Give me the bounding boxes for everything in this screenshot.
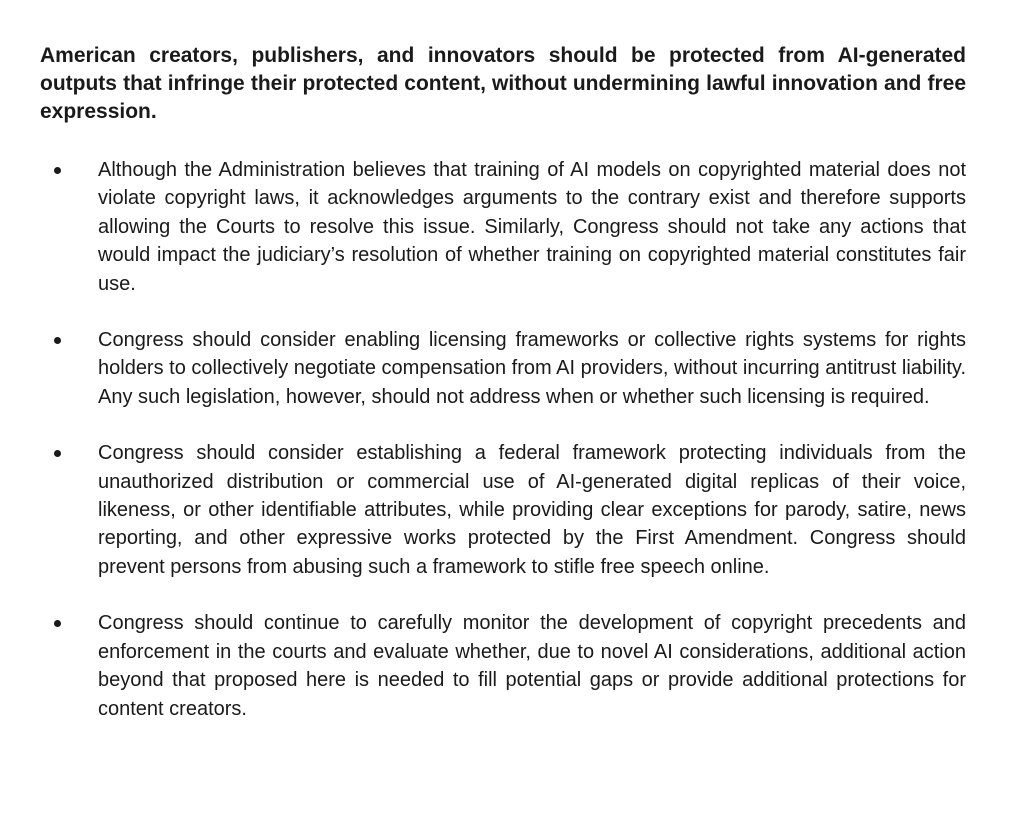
bullet-dot-icon	[54, 450, 61, 457]
bullet-text: Congress should continue to carefully monitor the development of copyright precedents and enforcement in the courts and evaluate whether, due to novel AI considerations, additional action beyond that proposed here is needed to fill potential gaps or provide additional protections for content creators.	[98, 612, 966, 720]
section-heading: American creators, publishers, and innovators should be protected from AI-generated outputs that infringe their protected content, without undermining lawful innovation and free expression.	[40, 44, 966, 123]
bullet-text: Although the Administration believes that training of AI models on copyrighted material does not violate copyright laws, it acknowledges arguments to the contrary exist and therefore supports allowing the Courts to resolve this issue. Similarly, Congress should not take any actions that would impact the judiciary’s resolution of whether training on copyrighted material constitutes fair use.	[98, 159, 966, 295]
bullet-list	[40, 156, 966, 723]
bullet-text: Congress should consider establishing a federal framework protecting individuals from the unauthorized distribution or commercial use of AI-generated digital replicas of their voice, likeness, or other identifiable attributes, while providing clear exceptions for parody, satire, news reporting, and other expressive works protected by the First Amendment. Congress should prevent persons from abusing such a framework to stifle free speech online.	[98, 442, 966, 578]
bullet-item-training-fair-use	[40, 156, 966, 298]
bullet-item-monitor-precedents	[40, 609, 966, 723]
bullet-dot-icon	[54, 620, 61, 627]
bullet-dot-icon	[54, 167, 61, 174]
bullet-item-digital-replicas	[40, 439, 966, 581]
bullet-dot-icon	[54, 337, 61, 344]
bullet-item-licensing-frameworks	[40, 326, 966, 411]
bullet-text: Congress should consider enabling licensing frameworks or collective rights systems for rights holders to collectively negotiate compensation from AI providers, without incurring antitrust liability. Any such legislation, however, should not address when or whether such licensing is required.	[98, 329, 966, 408]
document-page	[40, 42, 966, 723]
